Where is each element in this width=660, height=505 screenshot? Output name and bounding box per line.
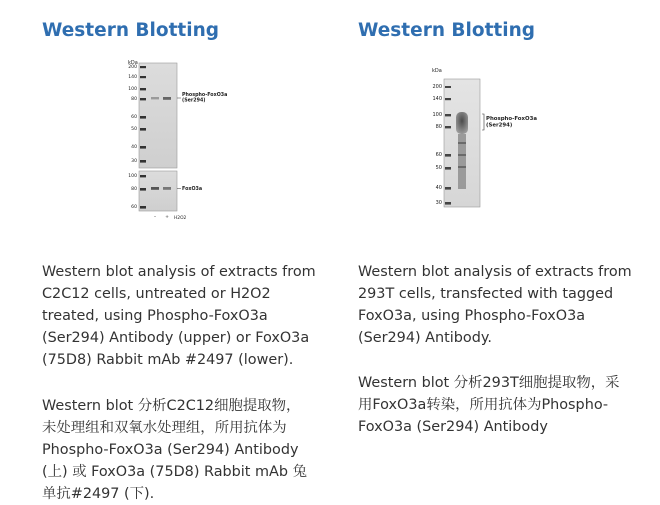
right-ladder-labels	[432, 84, 442, 206]
svg-text:60: 60	[131, 115, 137, 120]
right-sample-smear	[456, 112, 468, 134]
svg-text:80: 80	[131, 97, 137, 102]
svg-text:100: 100	[432, 112, 442, 118]
right-caption-english: Western blot analysis of extracts from 293T cells, transfected with tagged FoxO3a, using Phospho-FoxO3a (Ser294) Antibody.	[358, 264, 632, 346]
left-upper-band-lane2	[163, 97, 171, 100]
left-caption-chinese: Western blot 分析C2C12细胞提取物， 未处理组和双氧水处理组，所用抗体为 Phospho-FoxO3a (Ser294) Antibody (上) 或 FoxO3a (75D8) Rabbit mAb 兔 单抗#2497 (下).	[42, 398, 307, 502]
svg-text:30: 30	[435, 200, 442, 206]
left-upper-band-label-1: Phospho-FoxO3a	[182, 93, 228, 98]
svg-text:100: 100	[128, 87, 137, 92]
svg-text:140: 140	[128, 75, 137, 80]
svg-text:60: 60	[131, 205, 137, 210]
left-lower-band-label: FoxO3a	[182, 187, 203, 192]
svg-text:30: 30	[131, 159, 137, 164]
left-upper-band-label-2: (Ser294)	[182, 98, 206, 104]
svg-text:200: 200	[432, 84, 442, 90]
left-kda-label: kDa	[128, 60, 138, 66]
right-blot-figure	[428, 62, 598, 217]
left-heading: Western Blotting	[42, 20, 220, 41]
svg-text:80: 80	[131, 187, 137, 192]
svg-text:100: 100	[128, 174, 137, 179]
left-blot-figure	[124, 58, 284, 223]
svg-text:200: 200	[128, 65, 137, 70]
left-upper-band-lane1	[151, 97, 159, 99]
svg-text:80: 80	[435, 124, 442, 130]
left-treat-plus: +	[165, 215, 169, 220]
svg-text:140: 140	[432, 96, 442, 102]
left-lower-band-lane1	[151, 187, 159, 190]
right-band-label-1: Phospho-FoxO3a	[486, 116, 537, 122]
right-caption-chinese: Western blot 分析293T细胞提取物，采 用FoxO3a转染，所用抗体为Phospho- FoxO3a (Ser294) Antibody	[358, 375, 620, 435]
right-heading: Western Blotting	[358, 20, 536, 41]
svg-text:50: 50	[131, 127, 137, 132]
svg-text:50: 50	[435, 165, 442, 171]
left-caption-english: Western blot analysis of extracts from C2C12 cells, untreated or H2O2 treated, using Phospho-FoxO3a (Ser294) Antibody (upper) or FoxO3a (75D8) Rabbit mAb #2497 (lower).	[42, 264, 316, 368]
left-upper-blot-panel	[139, 63, 177, 168]
left-lower-ladder-labels	[128, 173, 137, 210]
left-treat-minus: –	[153, 215, 157, 220]
left-lower-band-lane2	[163, 187, 171, 190]
right-band-label-2: (Ser294)	[486, 122, 513, 129]
svg-text:60: 60	[435, 152, 442, 158]
left-treat-name: H2O2	[174, 216, 187, 221]
svg-text:40: 40	[131, 145, 137, 150]
right-kda-label: kDa	[432, 68, 442, 74]
left-upper-ladder-labels	[128, 64, 137, 164]
svg-text:40: 40	[435, 185, 442, 191]
